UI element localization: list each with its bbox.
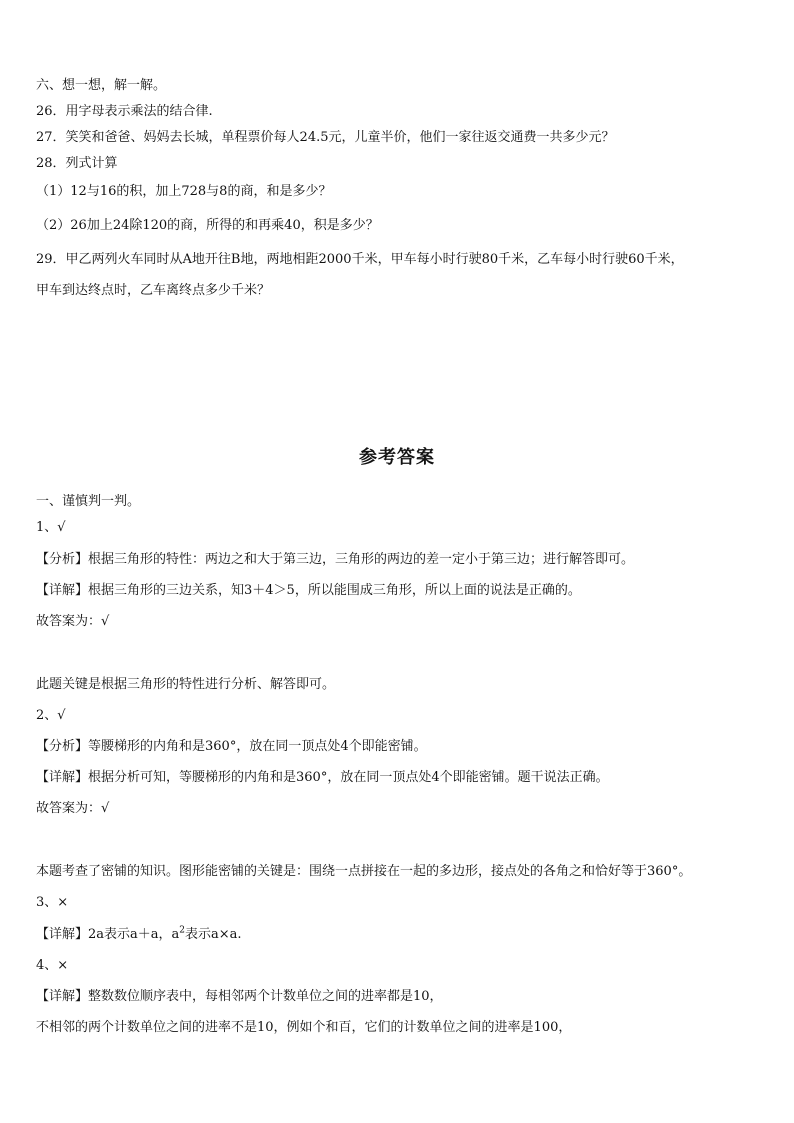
answer-2-mark: 2、√: [36, 708, 66, 723]
question-27: 27．笑笑和爸爸、妈妈去长城，单程票价每人24.5元，儿童半价，他们一家往返交通费一共多少元？: [36, 130, 615, 145]
question-28: 28．列式计算: [36, 156, 118, 171]
answer-3-detail-part-b: 表示a×a.: [185, 927, 242, 942]
answer-1-conclusion: 故答案为：√: [36, 614, 110, 629]
question-26: 26．用字母表示乘法的结合律.: [36, 104, 213, 119]
answers-title: 参考答案: [359, 447, 435, 468]
answer-3-detail-part-a: 【详解】2a表示a＋a，a: [36, 927, 180, 942]
answer-2-note: 本题考查了密铺的知识。图形能密铺的关键是：围绕一点拼接在一起的多边形，接点处的各角之和恰好等于360°。: [36, 864, 692, 879]
answer-3-detail-exponent: 2: [179, 925, 186, 936]
answer-4-detail-line-1: 【详解】整数数位顺序表中，每相邻两个计数单位之间的进率都是10，: [36, 989, 443, 1004]
answer-3-detail: [36, 927, 242, 943]
answer-2-detail: 【详解】根据分析可知，等腰梯形的内角和是360°，放在同一顶点处4个即能密铺。题干说法正确。: [36, 770, 609, 785]
question-29-line-2: 甲车到达终点时，乙车离终点多少千米？: [36, 283, 271, 298]
question-28-part-2: （2）26加上24除120的商，所得的和再乘40，积是多少？: [36, 218, 379, 233]
answer-1-note: 此题关键是根据三角形的特性进行分析、解答即可。: [36, 677, 336, 692]
answer-2-analysis: 【分析】等腰梯形的内角和是360°，放在同一顶点处4个即能密铺。: [36, 739, 427, 754]
answer-4-detail-line-2: 不相邻的两个计数单位之间的进率不是10，例如个和百，它们的计数单位之间的进率是100，: [36, 1020, 572, 1035]
answer-1-analysis: 【分析】根据三角形的特性：两边之和大于第三边，三角形的两边的差一定小于第三边；进行解答即可。: [36, 552, 635, 567]
answer-1-detail: 【详解】根据三角形的三边关系，知3＋4＞5，所以能围成三角形，所以上面的说法是正确的。: [36, 583, 581, 598]
question-28-part-1: （1）12与16的积，加上728与8的商，和是多少？: [36, 184, 332, 199]
answer-2-conclusion: 故答案为：√: [36, 801, 110, 816]
question-29-line-1: 29．甲乙两列火车同时从A地开往B地，两地相距2000千米，甲车每小时行驶80千米，乙车每小时行驶60千米，: [36, 252, 684, 267]
section-6-heading: 六、想一想，解一解。: [36, 78, 167, 93]
answers-section-1-heading: 一、谨慎判一判。: [36, 494, 141, 509]
answer-3-mark: 3、×: [36, 895, 69, 910]
answer-4-mark: 4、×: [36, 958, 69, 973]
answer-1-mark: 1、√: [36, 520, 66, 535]
